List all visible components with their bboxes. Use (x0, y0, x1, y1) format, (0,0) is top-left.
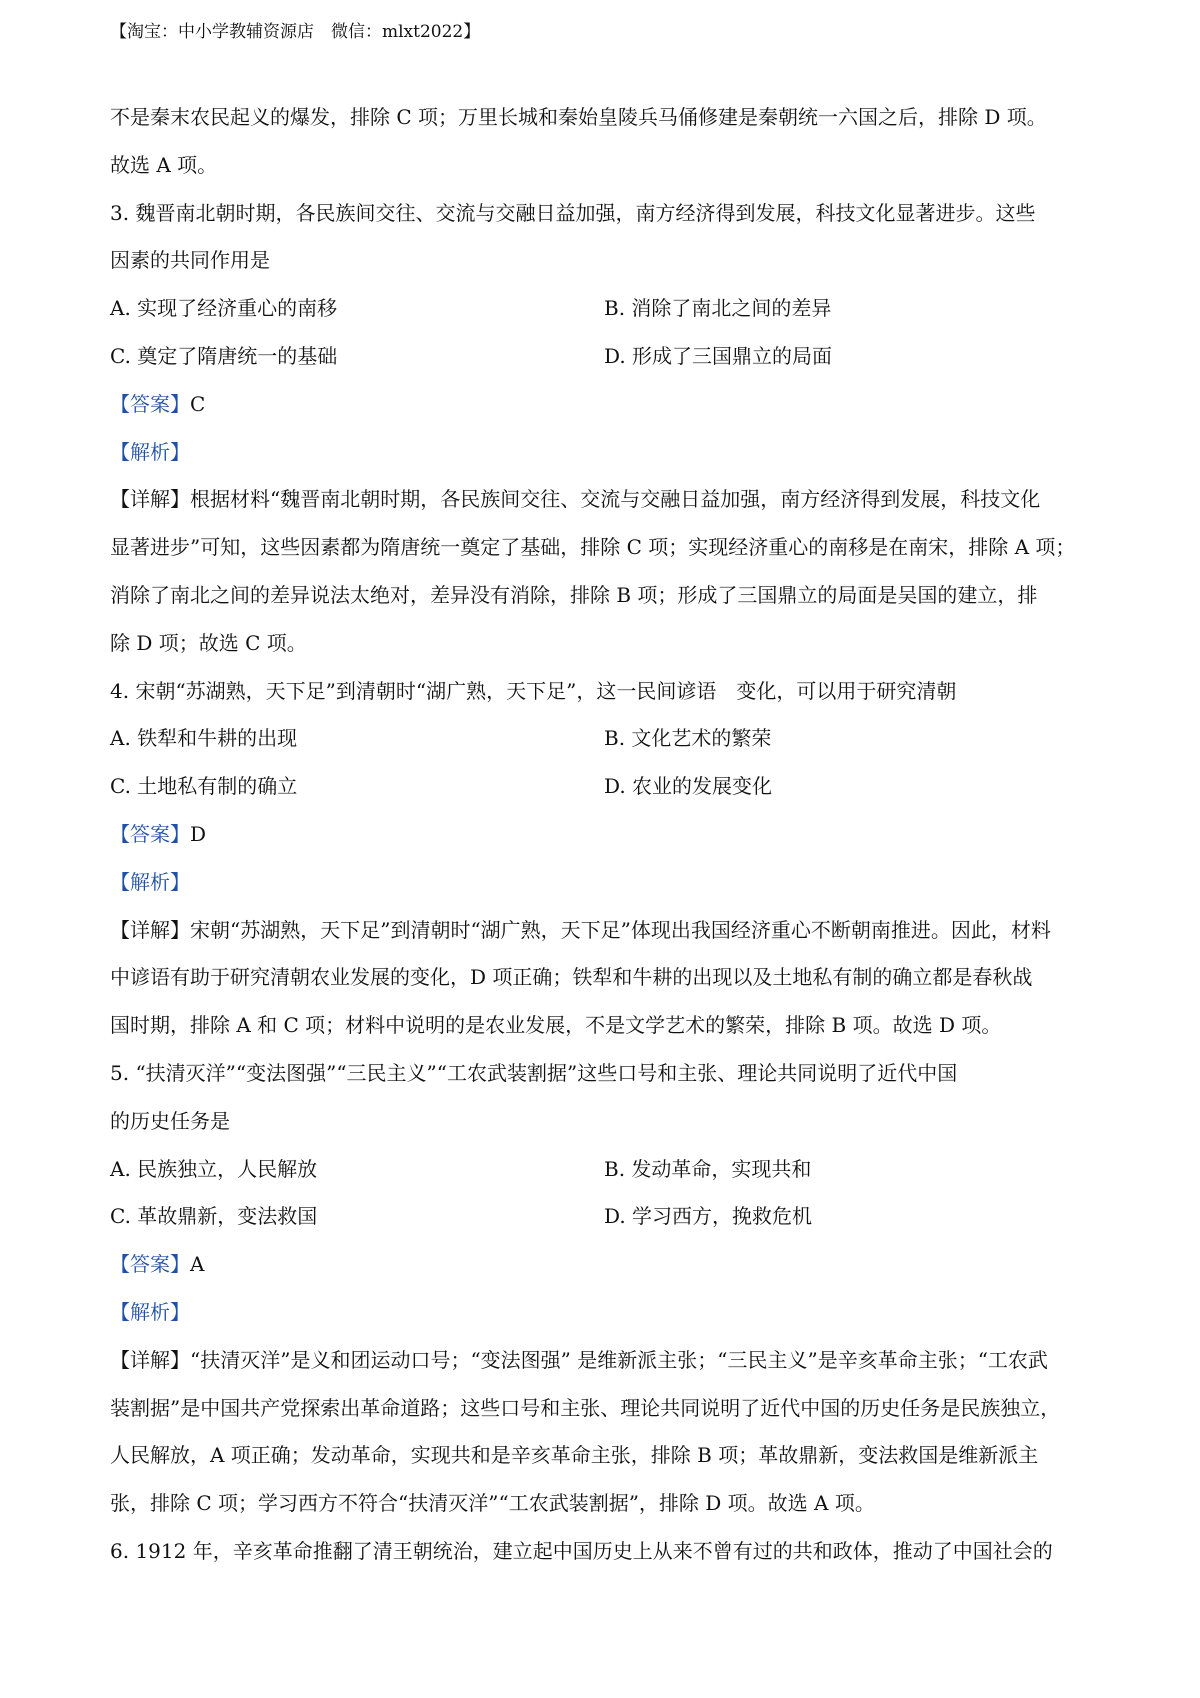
detail-text: “扶清灭洋”是义和团运动口号；“变法图强” 是维新派主张；“三民主义”是辛亥革命主张；“工农武 (190, 1347, 1048, 1372)
detail-line: 张，排除 C 项；学习西方不符合“扶清灭洋”“工农武装割据”，排除 D 项。故选 A 项。 (110, 1491, 875, 1516)
option-row (110, 1193, 1110, 1241)
option-row (110, 333, 1110, 381)
option-b: B. 消除了南北之间的差异 (604, 296, 832, 321)
answer-line (110, 1241, 1110, 1289)
detail-line: 显著进步”可知，这些因素都为隋唐统一奠定了基础，排除 C 项；实现经济重心的南移是在南宋，排除 A 项； (110, 535, 1076, 560)
option-row (110, 715, 1110, 763)
option-a: A. 民族独立，人民解放 (110, 1156, 318, 1181)
analysis-label: 【解析】 (110, 1299, 190, 1324)
answer-label: 【答案】 (110, 1252, 190, 1277)
analysis-label: 【解析】 (110, 439, 190, 464)
page-header: 【淘宝：中小学教辅资源店 微信：mlxt2022】 (110, 22, 481, 42)
answer-value: C (190, 391, 206, 416)
detail-line (110, 476, 1110, 524)
option-c: C. 革故鼎新，变法救国 (110, 1204, 318, 1229)
detail-label: 【详解】 (110, 487, 190, 512)
answer-label: 【答案】 (110, 821, 190, 846)
detail-line: 中谚语有助于研究清朝农业发展的变化，D 项正确；铁犁和牛耕的出现以及土地私有制的确立都是春秋战 (110, 965, 1033, 990)
detail-label: 【详解】 (110, 917, 190, 942)
detail-line: 人民解放，A 项正确；发动革命，实现共和是辛亥革命主张，排除 B 项；革故鼎新，变法救国是维新派主 (110, 1443, 1039, 1468)
option-c: C. 奠定了隋唐统一的基础 (110, 343, 338, 368)
prev-answer-line-2: 故选 A 项。 (110, 152, 218, 177)
question-5 (110, 1050, 1110, 1528)
prev-answer-line-1: 不是秦末农民起义的爆发，排除 C 项；万里长城和秦始皇陵兵马俑修建是秦朝统一六国之后，排除 D 项。 (110, 105, 1047, 129)
detail-line (110, 1337, 1110, 1385)
question-4 (110, 668, 1110, 1050)
option-row (110, 1146, 1110, 1194)
answer-value: A (190, 1252, 205, 1277)
question-stem-line: 6. 1912 年，辛亥革命推翻了清王朝统治，建立起中国历史上从来不曾有过的共和政体，推动了中国社会的 (110, 1538, 1053, 1563)
analysis-label: 【解析】 (110, 869, 190, 894)
detail-line: 装割据”是中国共产党探索出革命道路；这些口号和主张、理论共同说明了近代中国的历史任务是民族独立， (110, 1395, 1061, 1420)
detail-line: 除 D 项；故选 C 项。 (110, 630, 307, 655)
question-3 (110, 190, 1110, 668)
detail-line: 国时期，排除 A 和 C 项；材料中说明的是农业发展，不是文学艺术的繁荣，排除 B 项。故选 D 项。 (110, 1013, 1002, 1038)
question-stem-line: 5. “扶清灭洋”“变法图强”“三民主义”“工农武装割据”这些口号和主张、理论共同说明了近代中国 (110, 1060, 958, 1085)
answer-line (110, 381, 1110, 429)
option-a: A. 实现了经济重心的南移 (110, 296, 338, 321)
question-stem-line: 3. 魏晋南北朝时期，各民族间交往、交流与交融日益加强，南方经济得到发展，科技文化显著进步。这些 (110, 200, 1036, 225)
option-row (110, 285, 1110, 333)
option-d: D. 形成了三国鼎立的局面 (604, 343, 833, 368)
option-d: D. 学习西方，挽救危机 (604, 1204, 813, 1229)
detail-line: 消除了南北之间的差异说法太绝对，差异没有消除，排除 B 项；形成了三国鼎立的局面是吴国的建立，排 (110, 582, 1038, 607)
detail-text: 根据材料“魏晋南北朝时期，各民族间交往、交流与交融日益加强，南方经济得到发展，科技文化 (190, 487, 1041, 512)
answer-value: D (190, 821, 207, 846)
question-6 (110, 1528, 1110, 1576)
detail-text: 宋朝“苏湖熟，天下足”到清朝时“湖广熟，天下足”体现出我国经济重心不断朝南推进。因此，材料 (190, 917, 1051, 942)
option-c: C. 土地私有制的确立 (110, 774, 298, 799)
question-stem-line: 4. 宋朝“苏湖熟，天下足”到清朝时“湖广熟，天下足”，这一民间谚语 变化，可以用于研究清朝 (110, 678, 957, 703)
question-stem-line: 因素的共同作用是 (110, 248, 270, 273)
detail-line (110, 907, 1110, 955)
document-body (110, 94, 1110, 1576)
option-b: B. 文化艺术的繁荣 (604, 726, 772, 751)
answer-label: 【答案】 (110, 391, 190, 416)
question-stem-line: 的历史任务是 (110, 1108, 230, 1133)
detail-label: 【详解】 (110, 1347, 190, 1372)
option-d: D. 农业的发展变化 (604, 774, 773, 799)
answer-line (110, 811, 1110, 859)
option-a: A. 铁犁和牛耕的出现 (110, 726, 298, 751)
option-b: B. 发动革命，实现共和 (604, 1156, 812, 1181)
option-row (110, 763, 1110, 811)
